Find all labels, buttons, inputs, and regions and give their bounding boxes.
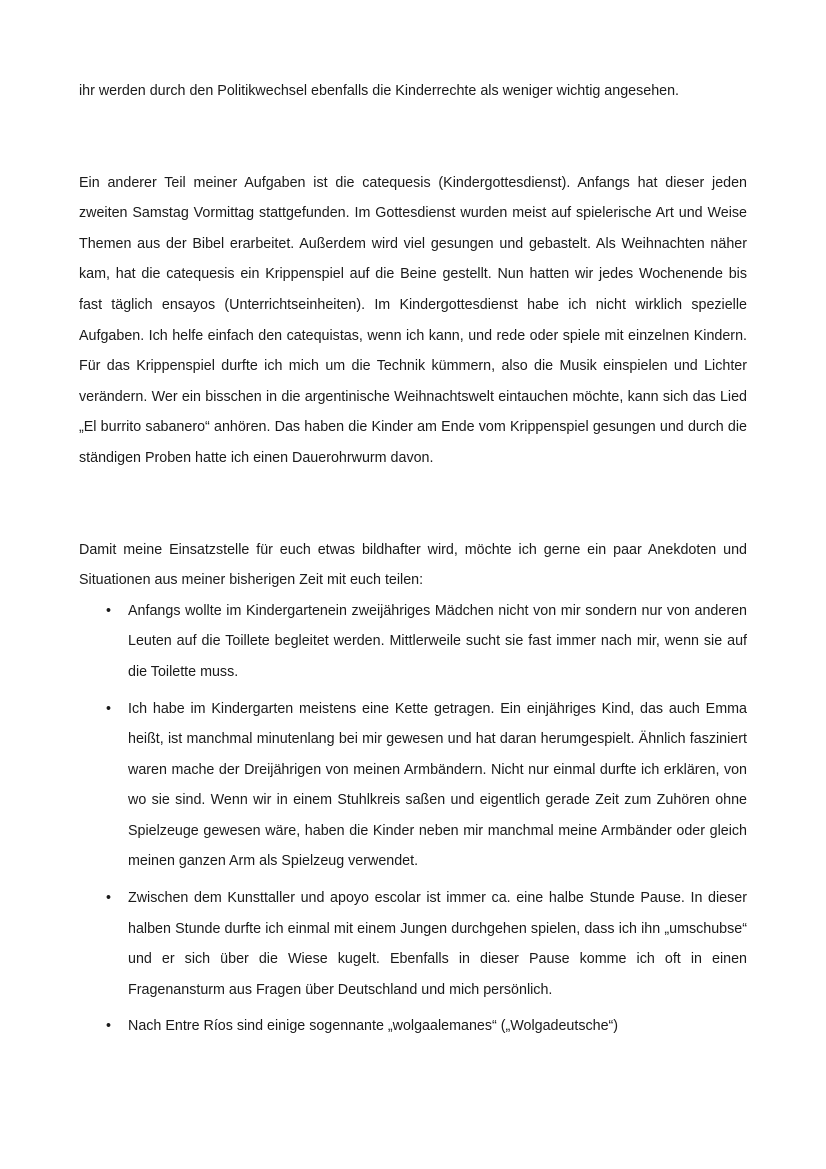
paragraph-spacer (79, 474, 747, 535)
bullet-icon: • (106, 700, 112, 717)
paragraph-anecdotes-intro: Damit meine Einsatzstelle für euch etwas bildhafter wird, möchte ich gerne ein paar Anekdoten und Situationen aus meiner bisherigen Zeit mit euch teilen: (79, 541, 747, 589)
bullet-icon: • (106, 1018, 112, 1035)
paragraph-catequesis: Ein anderer Teil meiner Aufgaben ist die catequesis (Kindergottesdienst). Anfangs hat dieser jeden zweiten Samstag Vormittag stattgefunden. Im Gottesdienst wurden meist auf spielerische Art und Weise Themen aus der Bibel erarbeitet. Außerdem wird viel gesungen und gebastelt. Als Weihnachten näher kam, hat die catequesis ein Krippenspiel auf die Beine gestellt. Nun hatten wir jedes Wochenende bis fast täglich ensayos (Unterrichtseinheiten). Im Kindergottesdienst habe ich nicht wirklich spezielle Aufgaben. Ich helfe einfach den catequistas, wenn ich kann, und rede oder spiele mit einzelnen Kindern. Für das Krippenspiel durfte ich mich um die Technik kümmern, also die Musik einspielen und Lichter verändern. Wer ein bisschen in die argentinische Weihnachtswelt eintauchen möchte, kann sich das Lied „El burrito sabanero“ anhören. Das haben die Kinder am Ende vom Krippenspiel gesungen und durch die ständigen Proben hatte ich einen Dauerohrwurm davon. (79, 174, 747, 466)
list-item (79, 596, 747, 688)
paragraph-spacer (79, 107, 747, 168)
list-item-text: Ich habe im Kindergarten meistens eine Kette getragen. Ein einjähriges Kind, das auch Emma heißt, ist manchmal minutenlang bei mir gewesen und hat daran herumgespielt. Ähnlich fasziniert waren mache der Dreijährigen von meinen Armbändern. Nicht nur einmal durfte ich erklären, von wo sie sind. Wenn wir in einem Stuhlkreis saßen und eigentlich gerade Zeit zum Zuhören ohne Spielzeuge gewesen wäre, haben die Kinder neben mir manchmal meine Armbänder oder gleich meinen ganzen Arm als Spielzeug verwendet. (128, 700, 747, 870)
list-item (79, 1011, 747, 1042)
list-item (79, 694, 747, 878)
document-page (79, 76, 747, 1048)
list-item-text: Zwischen dem Kunsttaller und apoyo escolar ist immer ca. eine halbe Stunde Pause. In dieser halben Stunde durfte ich einmal mit einem Jungen durchgehen spielen, dass ich ihn „umschubse“ und er sich über die Wiese kugelt. Ebenfalls in dieser Pause komme ich oft in einen Fragenansturm aus Fragen über Deutschland und mich persönlich. (128, 890, 747, 998)
bullet-icon: • (106, 890, 112, 907)
list-item (79, 883, 747, 1005)
anecdote-list (79, 596, 747, 1042)
list-item-text: Anfangs wollte im Kindergartenein zweijähriges Mädchen nicht von mir sondern nur von anderen Leuten auf die Toillete begleitet werden. Mittlerweile sucht sie fast immer nach mir, wenn sie auf die Toilette muss. (128, 602, 747, 680)
paragraph-intro-tail: ihr werden durch den Politikwechsel ebenfalls die Kinderrechte als weniger wichtig angesehen. (79, 83, 680, 99)
bullet-icon: • (106, 602, 112, 619)
list-item-text: Nach Entre Ríos sind einige sogennante „wolgaalemanes“ („Wolgadeutsche“) (128, 1018, 619, 1035)
